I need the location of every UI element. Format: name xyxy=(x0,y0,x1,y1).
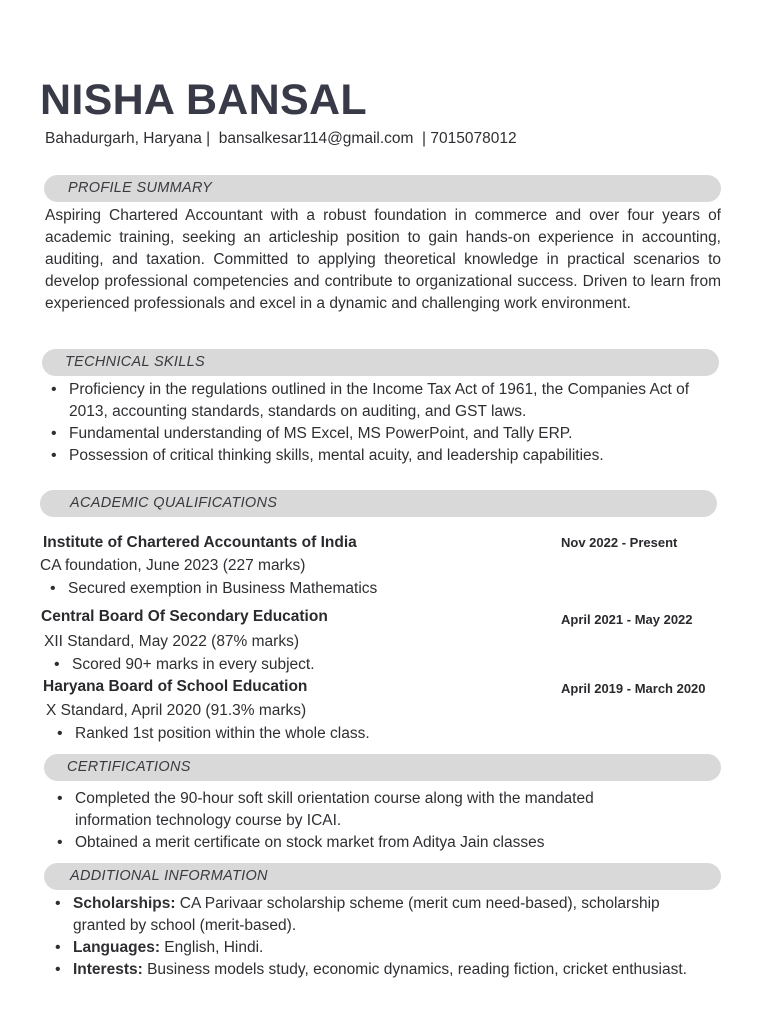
section-title: ADDITIONAL INFORMATION xyxy=(70,868,268,884)
qualification-detail: XII Standard, May 2022 (87% marks) xyxy=(44,633,300,650)
item-label: Scholarships: xyxy=(73,895,176,912)
section-header-certifications xyxy=(44,754,721,781)
section-header-academics xyxy=(40,490,717,517)
list-item xyxy=(49,959,699,981)
item-text: CA Parivaar scholarship scheme (merit cum need-based), scholarship granted by school (merit-based). xyxy=(73,895,660,934)
institution-name: Central Board Of Secondary Education xyxy=(41,608,328,625)
list-item: • Fundamental understanding of MS Excel, MS PowerPoint, and Tally ERP. xyxy=(45,423,705,445)
item-text: English, Hindi. xyxy=(159,939,264,956)
section-title: PROFILE SUMMARY xyxy=(68,180,213,196)
list-item xyxy=(49,893,699,937)
qualification-bullets xyxy=(44,578,664,600)
list-item: • Proficiency in the regulations outlined in the Income Tax Act of 1961, the Companies Act of 2013, accounting standards, standards on auditing, and GST laws. xyxy=(45,379,705,423)
list-item: • Completed the 90-hour soft skill orientation course along with the mandated information technology course by ICAI. xyxy=(51,788,671,832)
phone: 7015078012 xyxy=(430,130,517,147)
profile-summary-text: Aspiring Chartered Accountant with a robust foundation in commerce and over four years of academic training, seeking an articleship position to gain hands-on experience in accounting, auditing, and taxation. Committed to applying theoretical knowledge in practical scenarios to develop professional competencies and contribute to organizational success. Driven to learn from experienced professionals and excel in a dynamic and challenging work environment. xyxy=(45,207,721,312)
date-range: Nov 2022 - Present xyxy=(561,535,678,550)
date-range: April 2021 - May 2022 xyxy=(561,612,693,627)
section-header-skills xyxy=(42,349,719,376)
candidate-name: NISHA BANSAL xyxy=(40,76,367,124)
separator: | xyxy=(413,130,431,147)
qualification-bullets xyxy=(48,654,668,676)
location: Bahadurgarh, Haryana xyxy=(45,130,202,147)
section-header-profile xyxy=(44,175,721,202)
list-item: • Obtained a merit certificate on stock market from Aditya Jain classes xyxy=(51,832,671,854)
qualification-detail: X Standard, April 2020 (91.3% marks) xyxy=(46,702,307,719)
section-title: TECHNICAL SKILLS xyxy=(65,354,205,370)
item-label: Interests: xyxy=(73,961,143,978)
email: bansalkesar114@gmail.com xyxy=(218,130,414,147)
list-item xyxy=(49,937,699,959)
additional-info-list xyxy=(49,893,699,981)
qualification-detail: CA foundation, June 2023 (227 marks) xyxy=(40,557,306,574)
certifications-list xyxy=(51,788,671,854)
institution-name: Haryana Board of School Education xyxy=(43,678,308,695)
skills-list xyxy=(45,379,705,467)
item-label: Languages: xyxy=(73,939,160,956)
list-item: • Scored 90+ marks in every subject. xyxy=(48,654,668,676)
section-title: ACADEMIC QUALIFICATIONS xyxy=(70,495,278,511)
section-title: CERTIFICATIONS xyxy=(67,759,191,775)
date-range: April 2019 - March 2020 xyxy=(561,681,706,696)
contact-line xyxy=(45,130,517,148)
section-header-additional xyxy=(44,863,721,890)
list-item: • Ranked 1st position within the whole class. xyxy=(51,723,671,745)
list-item: • Possession of critical thinking skills, mental acuity, and leadership capabilities. xyxy=(45,445,705,467)
institution-name: Institute of Chartered Accountants of India xyxy=(43,534,357,551)
separator: | xyxy=(201,130,219,147)
item-text: Business models study, economic dynamics, reading fiction, cricket enthusiast. xyxy=(142,961,687,978)
list-item: • Secured exemption in Business Mathematics xyxy=(44,578,664,600)
qualification-bullets xyxy=(51,723,671,745)
